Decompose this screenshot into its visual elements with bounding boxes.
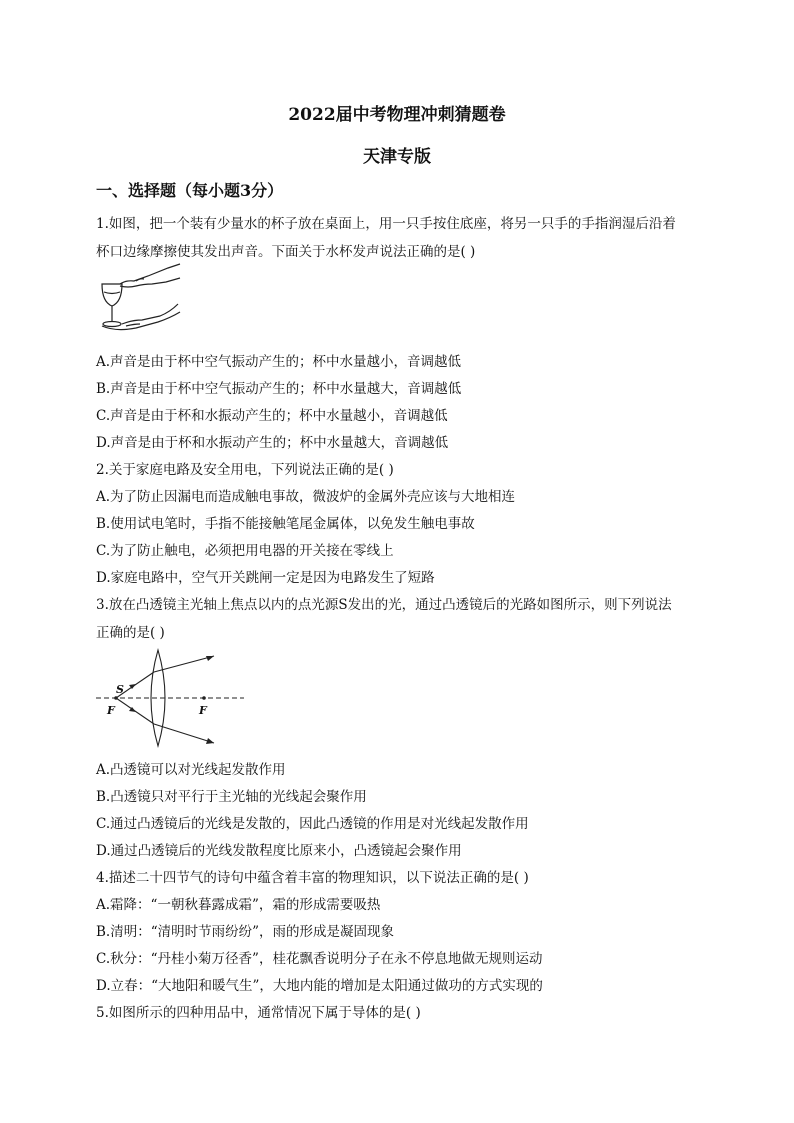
q2-option-b: B.使用试电笔时，手指不能接触笔尾金属体，以免发生触电事故 bbox=[96, 516, 475, 532]
q4-stem: 4.描述二十四节气的诗句中蕴含着丰富的物理知识，以下说法正确的是( ) bbox=[96, 870, 529, 886]
q1-figure-wine-glass-hands bbox=[96, 262, 182, 334]
q1-option-b: B.声音是由于杯中空气振动产生的；杯中水量越大，音调越低 bbox=[96, 381, 462, 397]
q3-option-b: B.凸透镜只对平行于主光轴的光线起会聚作用 bbox=[96, 789, 367, 805]
glass-bowl bbox=[102, 284, 122, 306]
q3-option-c: C.通过凸透镜后的光线是发散的，因此凸透镜的作用是对光线起发散作用 bbox=[96, 816, 529, 832]
q3-option-a: A.凸透镜可以对光线起发散作用 bbox=[96, 762, 286, 778]
q2-stem: 2.关于家庭电路及安全用电，下列说法正确的是( ) bbox=[96, 462, 394, 478]
q3-stem-line1: 3.放在凸透镜主光轴上焦点以内的点光源S发出的光，通过凸透镜后的光路如图所示，则下列说法 bbox=[96, 597, 672, 613]
label-focus-right: F bbox=[199, 704, 207, 717]
q3-option-d: D.通过凸透镜后的光线发散程度比原来小，凸透镜起会聚作用 bbox=[96, 843, 462, 859]
label-source: S bbox=[116, 683, 124, 696]
q2-option-c: C.为了防止触电，必须把用电器的开关接在零线上 bbox=[96, 543, 394, 559]
q1-stem-line2: 杯口边缘摩擦使其发出声音。下面关于水杯发声说法正确的是( ) bbox=[96, 244, 476, 260]
label-focus-left: F bbox=[107, 704, 115, 717]
q1-option-a: A.声音是由于杯中空气振动产生的；杯中水量越小，音调越低 bbox=[96, 354, 462, 370]
q3-stem-line2: 正确的是( ) bbox=[96, 625, 165, 641]
q1-option-c: C.声音是由于杯和水振动产生的；杯中水量越小，音调越低 bbox=[96, 408, 448, 424]
q1-option-d: D.声音是由于杯和水振动产生的；杯中水量越大，音调越低 bbox=[96, 435, 449, 451]
source-point bbox=[114, 696, 118, 700]
refracted-ray-upper bbox=[154, 656, 214, 672]
q4-option-b: B.清明：“清明时节雨纷纷”，雨的形成是凝固现象 bbox=[96, 924, 395, 940]
q5-stem: 5.如图所示的四种用品中，通常情况下属于导体的是( ) bbox=[96, 1005, 421, 1021]
q4-option-c: C.秋分：“丹桂小菊万径香”，桂花飘香说明分子在永不停息地做无规则运动 bbox=[96, 951, 543, 967]
refracted-ray-lower bbox=[154, 724, 214, 743]
q4-option-d: D.立春：“大地阳和暖气生”，大地内能的增加是太阳通过做功的方式实现的 bbox=[96, 978, 543, 994]
focus-point-right bbox=[202, 696, 206, 700]
q4-option-a: A.霜降：“一朝秋暮露成霜”，霜的形成需要吸热 bbox=[96, 897, 381, 913]
section-heading: 一、选择题（每小题3分） bbox=[96, 181, 284, 200]
q1-stem-line1: 1.如图，把一个装有少量水的杯子放在桌面上，用一只手按住底座，将另一只手的手指润湿后沿着 bbox=[96, 216, 676, 232]
q3-figure-convex-lens bbox=[96, 648, 246, 748]
q2-option-d: D.家庭电路中，空气开关跳闸一定是因为电路发生了短路 bbox=[96, 570, 435, 586]
exam-title: 2022届中考物理冲刺猜题卷 bbox=[288, 105, 506, 125]
water-surface bbox=[104, 292, 120, 294]
q2-option-a: A.为了防止因漏电而造成触电事故，微波炉的金属外壳应该与大地相连 bbox=[96, 489, 516, 505]
exam-subtitle: 天津专版 bbox=[363, 147, 431, 167]
